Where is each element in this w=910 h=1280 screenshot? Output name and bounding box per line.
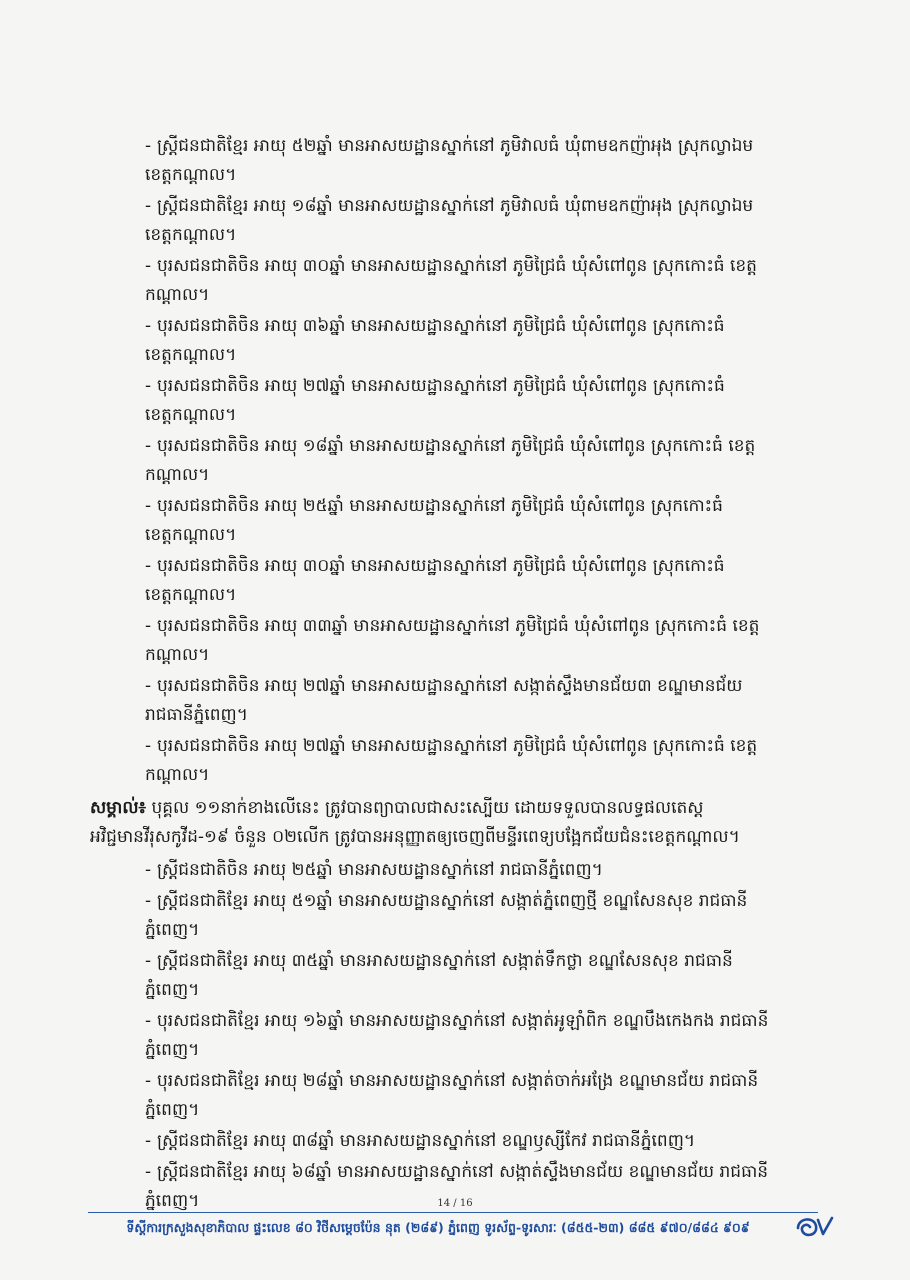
footer-divider — [88, 1212, 818, 1213]
ministry-logo-icon — [792, 1212, 838, 1246]
note-line2: អវិជ្ជមានវីរុសកូវីដ-១៩ ចំនួន ០២លើក ត្រូវបានអនុញ្ញាតឲ្យចេញពីមន្ទីរពេទ្យបង្អែកជ័យជំនះខេត្តកណ្តាល។ — [90, 827, 740, 847]
list-item: - បុរសជនជាតិចិន អាយុ ៣០ឆ្នាំ មានអាសយដ្ឋានស្នាក់នៅ ភូមិជ្រៃធំ ឃុំសំពៅពូន ស្រុកកោះធំ ខេត្ត កណ្តាល។ — [145, 252, 820, 310]
entry-line1: បុរសជនជាតិចិន អាយុ ៣០ឆ្នាំ មានអាសយដ្ឋានស្នាក់នៅ ភូមិជ្រៃធំ ឃុំសំពៅពូន ស្រុកកោះធំ — [157, 556, 725, 576]
entry-line2: ភ្នំពេញ។ — [145, 1100, 200, 1120]
list-item: - ស្ត្រីជនជាតិខ្មែរ អាយុ ៣៥ឆ្នាំ មានអាសយដ្ឋានស្នាក់នៅ សង្កាត់ទឹកថ្លា ខណ្ឌសែនសុខ រាជធានី ភ្នំពេញ។ — [145, 947, 820, 1005]
list-item: - ស្ត្រីជនជាតិខ្មែរ អាយុ ៣៨ឆ្នាំ មានអាសយដ្ឋានស្នាក់នៅ ខណ្ឌឫស្សីកែវ រាជធានីភ្នំពេញ។ — [145, 1131, 696, 1151]
entry-line2: កណ្តាល។ — [145, 645, 210, 665]
page-number: 14 / 16 — [437, 1198, 473, 1209]
list-item: - បុរសជនជាតិចិន អាយុ ២៧ឆ្នាំ មានអាសយដ្ឋានស្នាក់នៅ ភូមិជ្រៃធំ ឃុំសំពៅពូន ស្រុកកោះធំ ខេត្តកណ្តាល។ — [145, 372, 820, 430]
patient-list-top — [90, 132, 820, 790]
entry-line1: បុរសជនជាតិខ្មែរ អាយុ ២៨ឆ្នាំ មានអាសយដ្ឋានស្នាក់នៅ សង្កាត់ចាក់អង្រែ ខណ្ឌមានជ័យ រាជធានី — [157, 1071, 759, 1091]
entry-line1: បុរសជនជាតិចិន អាយុ ១៨ឆ្នាំ មានអាសយដ្ឋានស្នាក់នៅ ភូមិជ្រៃធំ ឃុំសំពៅពូន ស្រុកកោះធំ ខេត្ត — [157, 436, 756, 456]
entry-line1: ស្ត្រីជនជាតិចិន អាយុ ២៥ឆ្នាំ មានអាសយដ្ឋានស្នាក់នៅ រាជធានីភ្នំពេញ។ — [157, 860, 603, 880]
list-item: - បុរសជនជាតិចិន អាយុ ២៥ឆ្នាំ មានអាសយដ្ឋានស្នាក់នៅ ភូមិជ្រៃធំ ឃុំសំពៅពូន ស្រុកកោះធំ ខេត្តកណ្តាល។ — [145, 492, 820, 550]
entry-line1: បុរសជនជាតិចិន អាយុ ៣០ឆ្នាំ មានអាសយដ្ឋានស្នាក់នៅ ភូមិជ្រៃធំ ឃុំសំពៅពូន ស្រុកកោះធំ ខេត្ត — [157, 256, 757, 276]
list-item: - ស្ត្រីជនជាតិចិន អាយុ ២៥ឆ្នាំ មានអាសយដ្ឋានស្នាក់នៅ រាជធានីភ្នំពេញ។ — [145, 860, 603, 880]
list-item: - ស្ត្រីជនជាតិខ្មែរ អាយុ ១៨ឆ្នាំ មានអាសយដ្ឋានស្នាក់នៅ ភូមិវាលធំ ឃុំពាមឧកញ៉ាអុង ស្រុកល្វាឯម ខេត្តកណ្តាល។ — [145, 192, 820, 250]
patient-list-bottom — [90, 856, 820, 1216]
entry-line1: បុរសជនជាតិចិន អាយុ ២៧ឆ្នាំ មានអាសយដ្ឋានស្នាក់នៅ ភូមិជ្រៃធំ ឃុំសំពៅពូន ស្រុកកោះធំ — [157, 376, 725, 396]
entry-line1: ស្ត្រីជនជាតិខ្មែរ អាយុ ៦៨ឆ្នាំ មានអាសយដ្ឋានស្នាក់នៅ សង្កាត់ស្ទឹងមានជ័យ ខណ្ឌមានជ័យ រាជធានី — [157, 1162, 769, 1182]
document-body — [90, 132, 820, 1218]
entry-line2: ភ្នំពេញ។ — [145, 980, 200, 1000]
entry-line1: បុរសជនជាតិចិន អាយុ ២៧ឆ្នាំ មានអាសយដ្ឋានស្នាក់នៅ ភូមិជ្រៃធំ ឃុំសំពៅពូន ស្រុកកោះធំ ខេត្ត — [157, 736, 758, 756]
entry-line2: ខេត្តកណ្តាល។ — [145, 405, 237, 425]
list-item: - បុរសជនជាតិចិន អាយុ ៣៦ឆ្នាំ មានអាសយដ្ឋានស្នាក់នៅ ភូមិជ្រៃធំ ឃុំសំពៅពូន ស្រុកកោះធំ ខេត្តកណ្តាល។ — [145, 312, 820, 370]
entry-line2: ខេត្តកណ្តាល។ — [145, 165, 237, 185]
footer-address: ទីស្តីការក្រសួងសុខាភិបាល ផ្ទះលេខ ៨០ វិថីសម្តេចប៉ែន នុត (២៨៩) ភ្នំពេញ ទូរស័ព្ទ-ទូរសារៈ (៨៥៥-២៣) ៨៨៥ ៩៧០/៨៨៤ ៩០៩ — [126, 1220, 750, 1235]
list-item: - បុរសជនជាតិខ្មែរ អាយុ ១៦ឆ្នាំ មានអាសយដ្ឋានស្នាក់នៅ សង្កាត់អូឡាំពិក ខណ្ឌបឹងកេងកង រាជធានី ភ្នំពេញ។ — [145, 1007, 820, 1065]
entry-line2: ខេត្តកណ្តាល។ — [145, 585, 237, 605]
note-line1: បុគ្គល ១១នាក់ខាងលើនេះ ត្រូវបានព្យាបាលជាសះស្បើយ ដោយទទួលបានលទ្ធផលតេស្ត — [151, 798, 704, 818]
entry-line2: ភ្នំពេញ។ — [145, 1191, 200, 1211]
entry-line1: ស្ត្រីជនជាតិខ្មែរ អាយុ ៣៨ឆ្នាំ មានអាសយដ្ឋានស្នាក់នៅ ខណ្ឌឫស្សីកែវ រាជធានីភ្នំពេញ។ — [157, 1131, 696, 1151]
entry-line1: បុរសជនជាតិចិន អាយុ ២៥ឆ្នាំ មានអាសយដ្ឋានស្នាក់នៅ ភូមិជ្រៃធំ ឃុំសំពៅពូន ស្រុកកោះធំ — [157, 496, 723, 516]
entry-line1: ស្ត្រីជនជាតិខ្មែរ អាយុ ៣៥ឆ្នាំ មានអាសយដ្ឋានស្នាក់នៅ សង្កាត់ទឹកថ្លា ខណ្ឌសែនសុខ រាជធានី — [157, 951, 733, 971]
entry-line2: កណ្តាល។ — [145, 285, 210, 305]
entry-line1: បុរសជនជាតិខ្មែរ អាយុ ១៦ឆ្នាំ មានអាសយដ្ឋានស្នាក់នៅ សង្កាត់អូឡាំពិក ខណ្ឌបឹងកេងកង រាជធានី — [157, 1011, 769, 1031]
list-item: - ស្ត្រីជនជាតិខ្មែរ អាយុ ៥២ឆ្នាំ មានអាសយដ្ឋានស្នាក់នៅ ភូមិវាលធំ ឃុំពាមឧកញ៉ាអុង ស្រុកល្វាឯម ខេត្តកណ្តាល។ — [145, 132, 820, 190]
list-item: - បុរសជនជាតិចិន អាយុ ៣៣ឆ្នាំ មានអាសយដ្ឋានស្នាក់នៅ ភូមិជ្រៃធំ ឃុំសំពៅពូន ស្រុកកោះធំ ខេត្ត កណ្តាល។ — [145, 612, 820, 670]
entry-line1: ស្ត្រីជនជាតិខ្មែរ អាយុ ៥២ឆ្នាំ មានអាសយដ្ឋានស្នាក់នៅ ភូមិវាលធំ ឃុំពាមឧកញ៉ាអុង ស្រុកល្វាឯម — [157, 136, 754, 156]
entry-line1: បុរសជនជាតិចិន អាយុ ២៧ឆ្នាំ មានអាសយដ្ឋានស្នាក់នៅ សង្កាត់ស្ទឹងមានជ័យ៣ ខណ្ឌមានជ័យ — [157, 676, 743, 696]
list-item: - បុរសជនជាតិចិន អាយុ ៣០ឆ្នាំ មានអាសយដ្ឋានស្នាក់នៅ ភូមិជ្រៃធំ ឃុំសំពៅពូន ស្រុកកោះធំ ខេត្តកណ្តាល។ — [145, 552, 820, 610]
note-label: សម្គាល់៖ — [90, 798, 147, 818]
entry-line2: កណ្តាល។ — [145, 465, 210, 485]
list-item: - បុរសជនជាតិខ្មែរ អាយុ ២៨ឆ្នាំ មានអាសយដ្ឋានស្នាក់នៅ សង្កាត់ចាក់អង្រែ ខណ្ឌមានជ័យ រាជធានី ភ្នំពេញ។ — [145, 1067, 820, 1125]
list-item: - បុរសជនជាតិចិន អាយុ ២៧ឆ្នាំ មានអាសយដ្ឋានស្នាក់នៅ សង្កាត់ស្ទឹងមានជ័យ៣ ខណ្ឌមានជ័យ រាជធានីភ្នំពេញ។ — [145, 672, 820, 730]
list-item: - បុរសជនជាតិចិន អាយុ ១៨ឆ្នាំ មានអាសយដ្ឋានស្នាក់នៅ ភូមិជ្រៃធំ ឃុំសំពៅពូន ស្រុកកោះធំ ខេត្ត កណ្តាល។ — [145, 432, 820, 490]
entry-line2: ភ្នំពេញ។ — [145, 920, 200, 940]
list-item: - ស្ត្រីជនជាតិខ្មែរ អាយុ ៥១ឆ្នាំ មានអាសយដ្ឋានស្នាក់នៅ សង្កាត់ភ្នំពេញថ្មី ខណ្ឌសែនសុខ រាជធានី ភ្នំពេញ។ — [145, 887, 820, 945]
list-item: - ស្ត្រីជនជាតិខ្មែរ អាយុ ៦៨ឆ្នាំ មានអាសយដ្ឋានស្នាក់នៅ សង្កាត់ស្ទឹងមានជ័យ ខណ្ឌមានជ័យ រាជធានី ភ្នំពេញ។ — [145, 1158, 820, 1216]
entry-line2: កណ្តាល។ — [145, 765, 210, 785]
entry-line2: ខេត្តកណ្តាល។ — [145, 345, 237, 365]
entry-line2: ខេត្តកណ្តាល។ — [145, 525, 237, 545]
entry-line2: ភ្នំពេញ។ — [145, 1040, 200, 1060]
entry-line1: បុរសជនជាតិចិន អាយុ ៣៦ឆ្នាំ មានអាសយដ្ឋានស្នាក់នៅ ភូមិជ្រៃធំ ឃុំសំពៅពូន ស្រុកកោះធំ — [157, 316, 725, 336]
entry-line1: ស្ត្រីជនជាតិខ្មែរ អាយុ ១៨ឆ្នាំ មានអាសយដ្ឋានស្នាក់នៅ ភូមិវាលធំ ឃុំពាមឧកញ៉ាអុង ស្រុកល្វាឯម — [157, 196, 754, 216]
entry-line2: ខេត្តកណ្តាល។ — [145, 225, 237, 245]
entry-line1: ស្ត្រីជនជាតិខ្មែរ អាយុ ៥១ឆ្នាំ មានអាសយដ្ឋានស្នាក់នៅ សង្កាត់ភ្នំពេញថ្មី ខណ្ឌសែនសុខ រាជធានី — [157, 891, 748, 911]
entry-line1: បុរសជនជាតិចិន អាយុ ៣៣ឆ្នាំ មានអាសយដ្ឋានស្នាក់នៅ ភូមិជ្រៃធំ ឃុំសំពៅពូន ស្រុកកោះធំ ខេត្ត — [157, 616, 760, 636]
entry-line2: រាជធានីភ្នំពេញ។ — [145, 705, 248, 725]
note-paragraph — [90, 794, 820, 852]
list-item: - បុរសជនជាតិចិន អាយុ ២៧ឆ្នាំ មានអាសយដ្ឋានស្នាក់នៅ ភូមិជ្រៃធំ ឃុំសំពៅពូន ស្រុកកោះធំ ខេត្ត កណ្តាល។ — [145, 732, 820, 790]
